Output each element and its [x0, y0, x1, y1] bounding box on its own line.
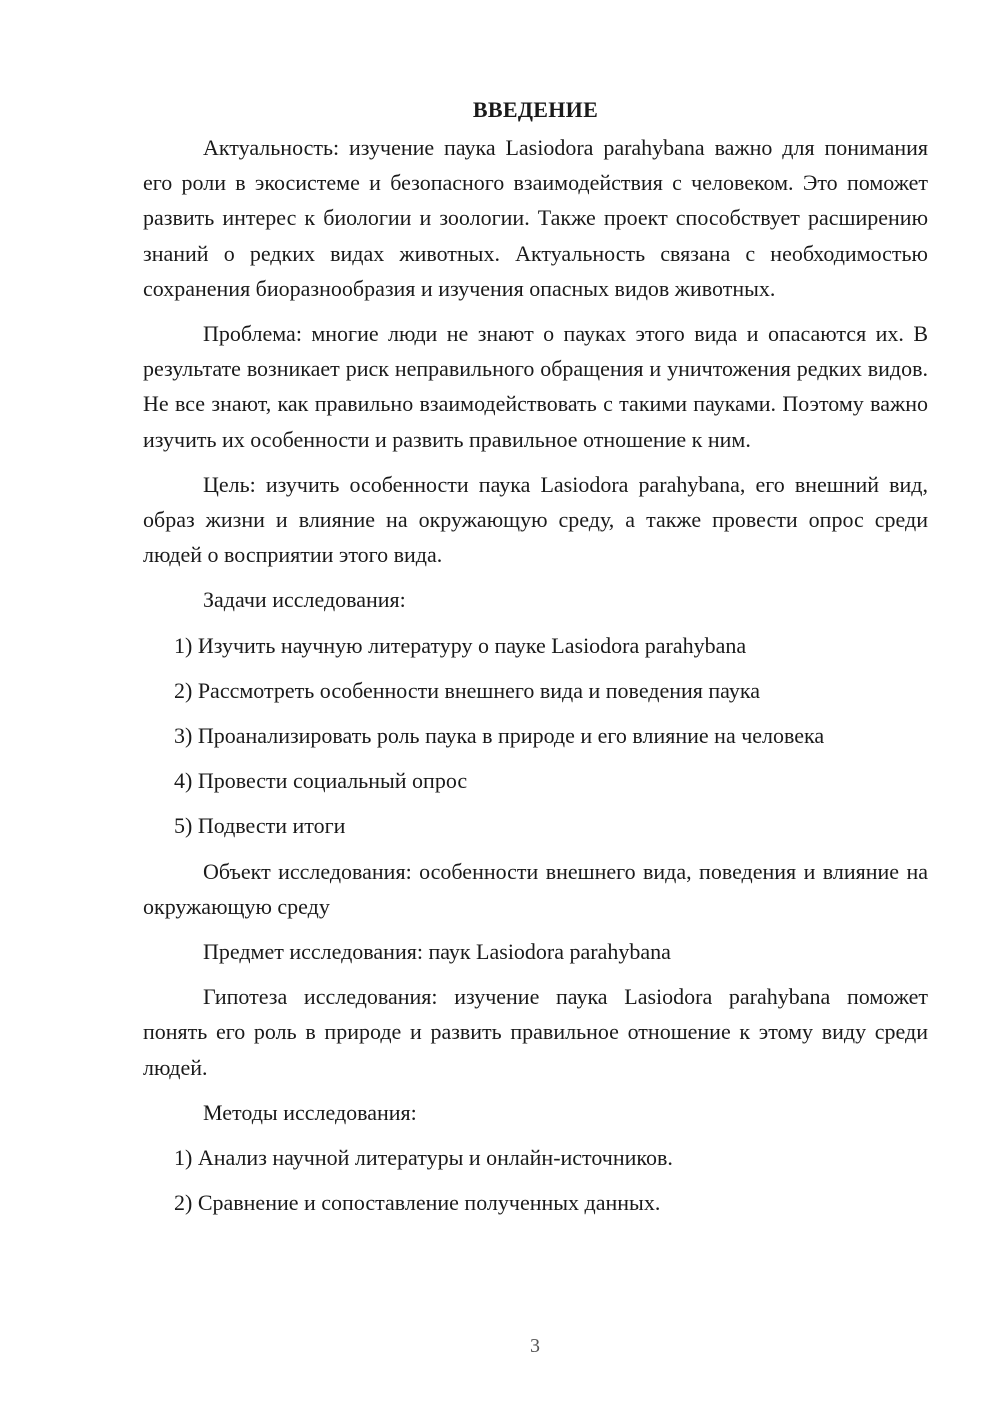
- relevance-paragraph: Актуальность: изучение паука Lasiodora parahybana важно для понимания его роли в экосистеме и безопасного взаимодействия с человеком. Это поможет развить интерес к биологии и зоологии. Также проект способствует расширению знаний о редких видах животных. Актуальность связана с необходимостью сохранения биоразнообразия и изучения опасных видов животных.: [143, 135, 928, 301]
- object-paragraph: Объект исследования: особенности внешнего вида, поведения и влияние на окружающую среду: [143, 858, 928, 919]
- task-item: 2) Рассмотреть особенности внешнего вида и поведения паука: [174, 677, 760, 703]
- page-number: 3: [530, 1335, 540, 1357]
- task-item: 5) Подвести итоги: [174, 813, 346, 839]
- section-title: ВВЕДЕНИЕ: [472, 97, 599, 122]
- task-item: 3) Проанализировать роль паука в природе и его влияние на человека: [174, 723, 825, 749]
- problem-paragraph: Проблема: многие люди не знают о пауках этого вида и опасаются их. В результате возникает риск неправильного обращения и уничтожения редких видов. Не все знают, как правильно взаимодействовать с такими пауками. Поэтому важно изучить их особенности и развить правильное отношение к ним.: [143, 321, 928, 452]
- task-item: 4) Провести социальный опрос: [174, 768, 468, 794]
- method-item: 2) Сравнение и сопоставление полученных данных.: [174, 1190, 661, 1216]
- tasks-heading: Задачи исследования:: [203, 587, 406, 613]
- goal-paragraph: Цель: изучить особенности паука Lasiodora parahybana, его внешний вид, образ жизни и влияние на окружающую среду, а также провести опрос среди людей о восприятии этого вида.: [143, 471, 928, 568]
- hypothesis-paragraph: Гипотеза исследования: изучение паука Lasiodora parahybana поможет понять его роль в природе и развить правильное отношение к этому виду среди людей.: [143, 984, 928, 1080]
- document-page: [143, 92, 928, 1220]
- methods-heading: Методы исследования:: [203, 1099, 417, 1125]
- method-item: 1) Анализ научной литературы и онлайн-источников.: [174, 1145, 673, 1171]
- task-item: 1) Изучить научную литературу о пауке Lasiodora parahybana: [174, 632, 747, 658]
- subject-paragraph: Предмет исследования: паук Lasiodora parahybana: [203, 939, 671, 965]
